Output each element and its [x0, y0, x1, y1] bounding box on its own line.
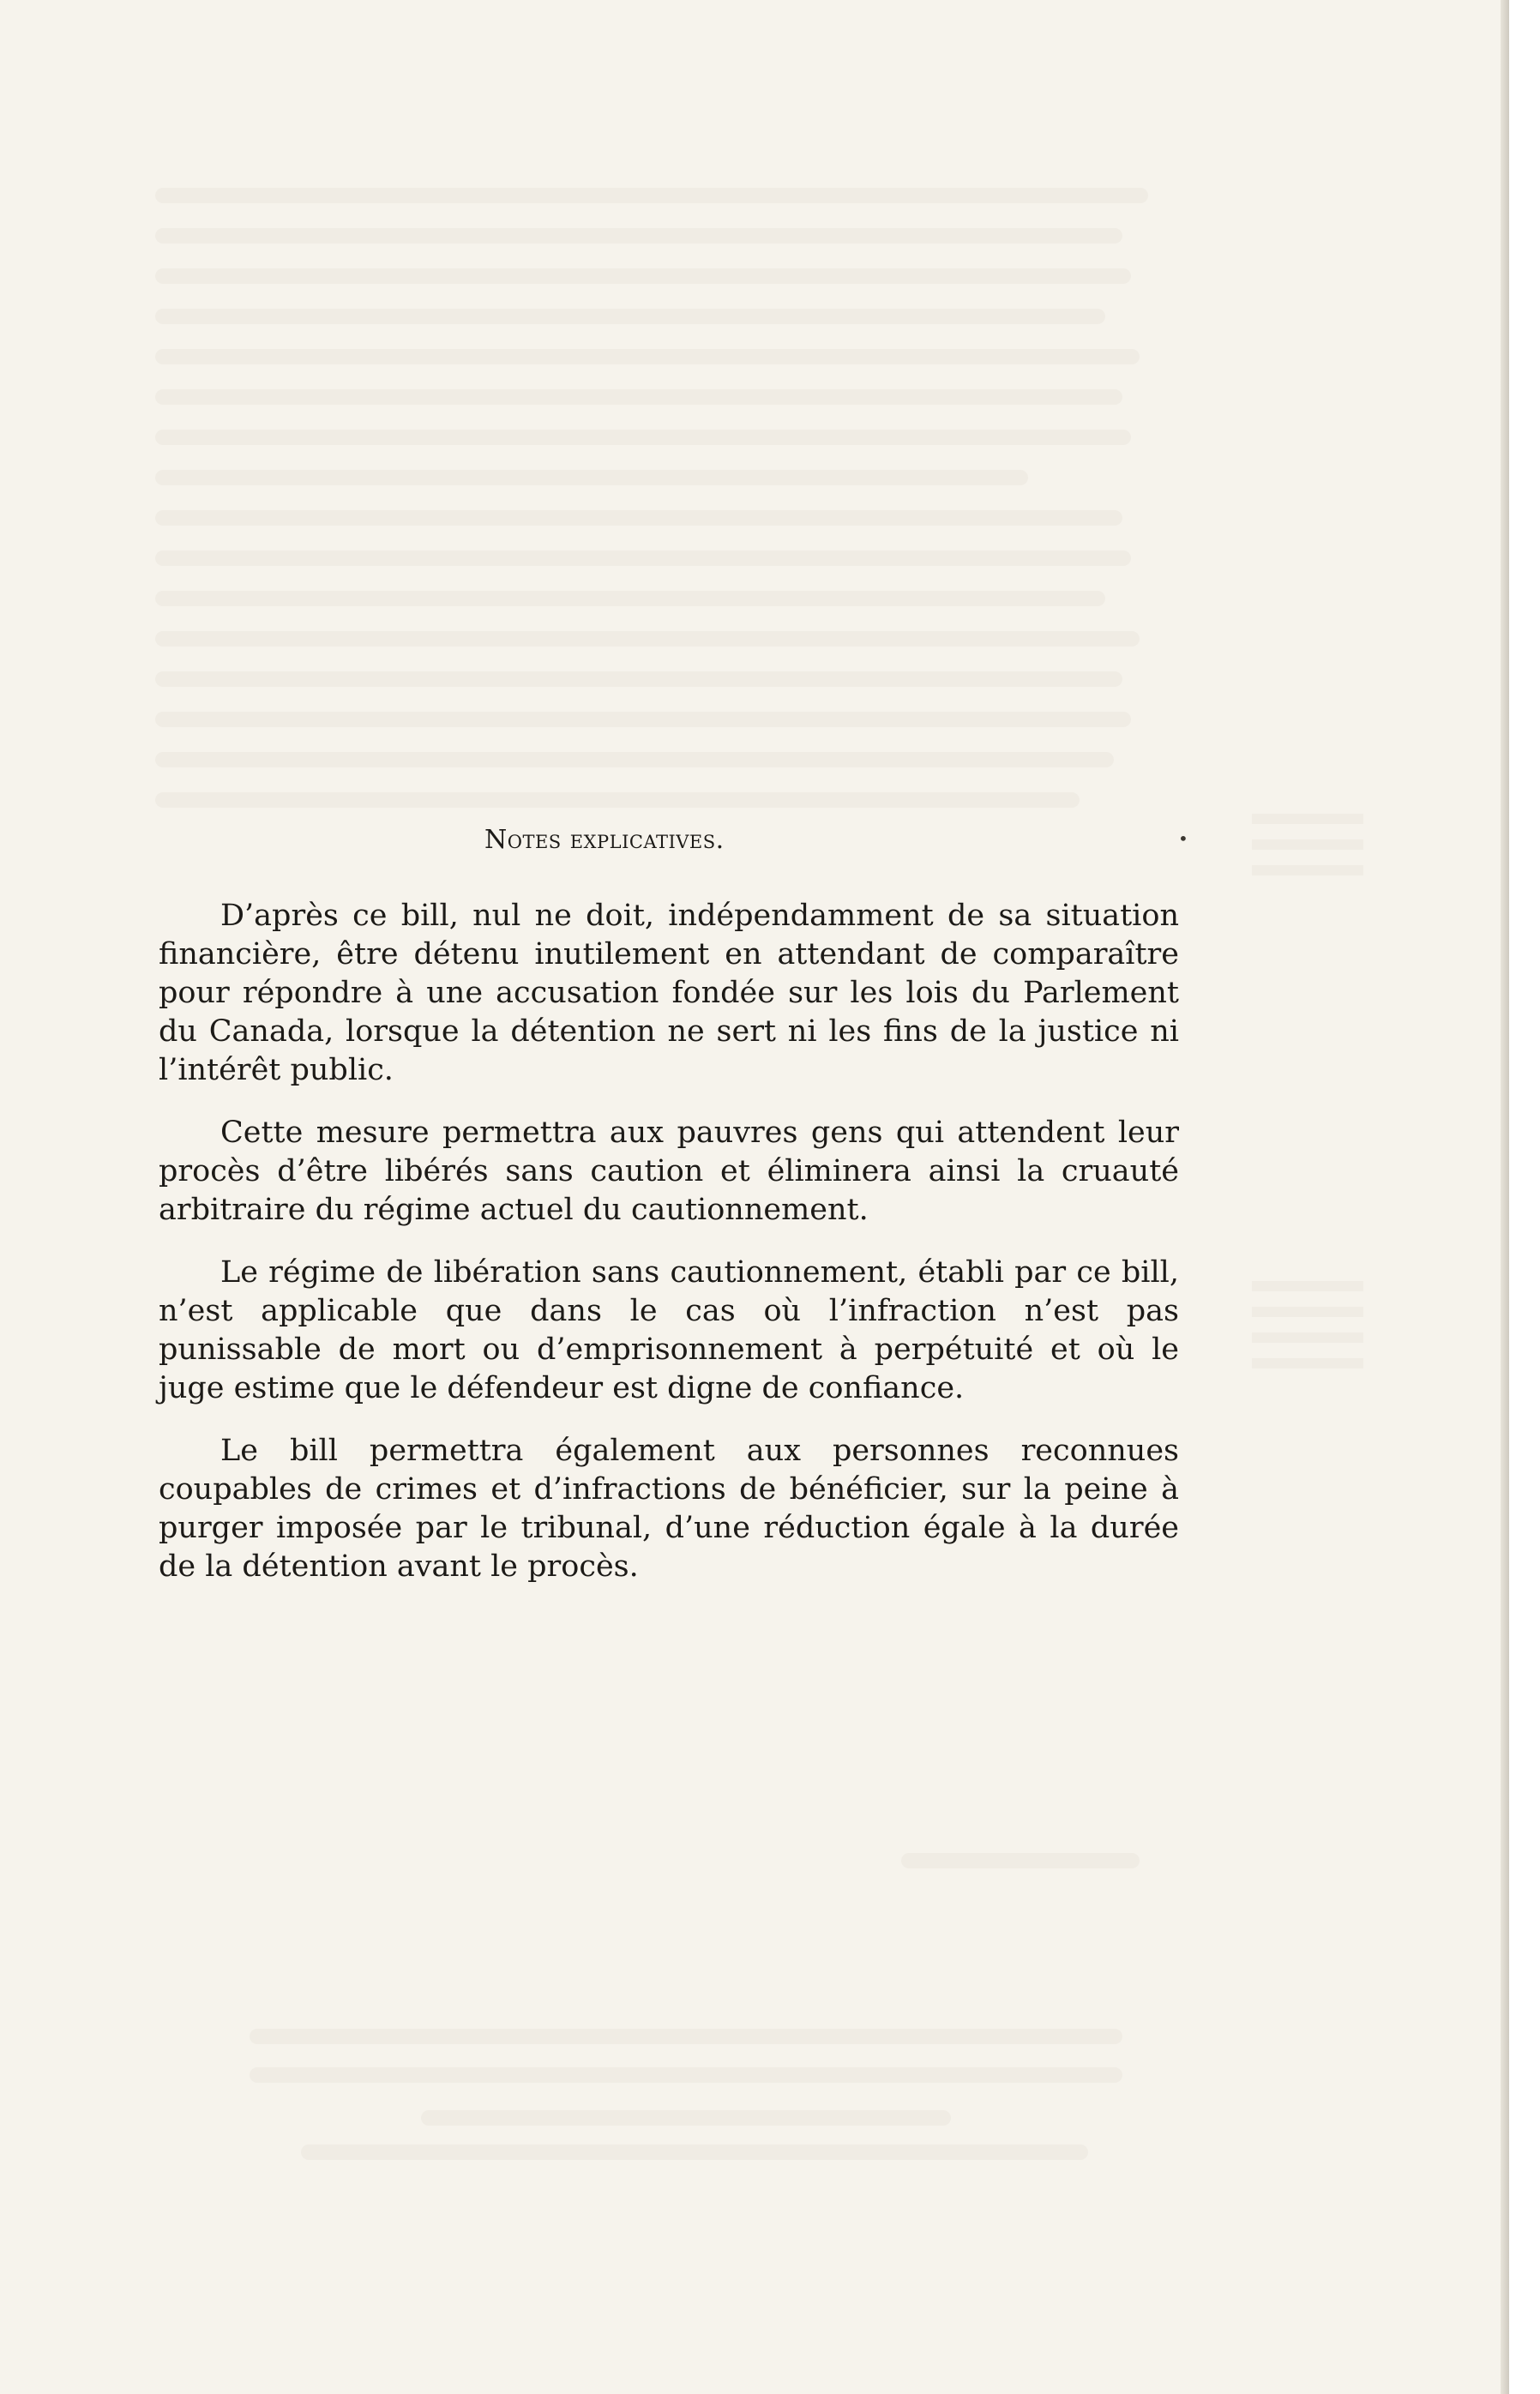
paragraph-4: Le bill permettra également aux personnes reconnues coupables de crimes et d’infractions de bénéficier, sur la peine à purger imposée par le tribunal, d’une réduction égale à la durée de la détention avant le procès. [159, 1434, 1179, 1584]
stray-dot: • [1178, 828, 1188, 849]
page-heading: Notes explicatives. [484, 825, 725, 855]
explanatory-notes-body [159, 897, 1179, 1610]
paragraph-1: D’après ce bill, nul ne doit, indépendamment de sa situation financière, être détenu inutilement en attendant de comparaître pour répondre à une accusation fondée sur les lois du Parlement du Canada, lorsque la détention ne sert ni les fins de la justice ni l’intérêt public. [159, 899, 1179, 1087]
paragraph-3: Le régime de libération sans cautionnement, établi par ce bill, n’est applicable que dans le cas où l’infraction n’est pas punissable de mort ou d’emprisonnement à perpétuité et où le juge estime que le défendeur est digne de confiance. [159, 1255, 1179, 1405]
paragraph-2: Cette mesure permettra aux pauvres gens qui attendent leur procès d’être libérés sans caution et éliminera ainsi la cruauté arbitraire du régime actuel du cautionnement. [159, 1116, 1179, 1227]
